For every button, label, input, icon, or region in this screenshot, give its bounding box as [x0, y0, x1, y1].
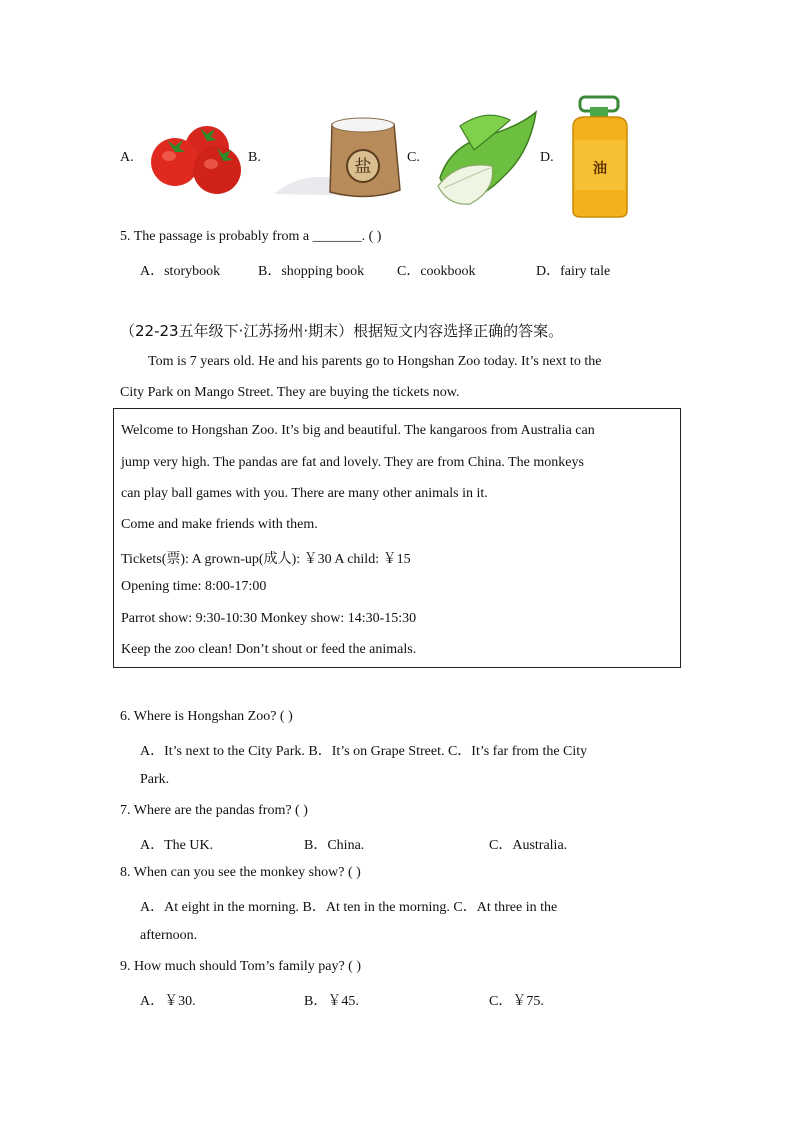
notice-line: jump very high. The pandas are fat and lovely. They are from China. The monkeys: [121, 455, 584, 470]
cabbage-icon: [430, 106, 542, 210]
q9-option-b: B．￥45.: [304, 994, 359, 1009]
q8-options-cont: afternoon.: [140, 928, 198, 943]
q6-options-cont: Park.: [140, 772, 170, 787]
sack-text: 盐: [354, 157, 372, 177]
notice-rules: Keep the zoo clean! Don’t shout or feed the animals.: [121, 642, 417, 657]
q7-option-b: B．China.: [304, 838, 365, 853]
q8-question: 8. When can you see the monkey show? ( ): [120, 865, 361, 880]
notice-line: Welcome to Hongshan Zoo. It’s big and beautiful. The kangaroos from Australia can: [121, 423, 595, 438]
notice-shows: Parrot show: 9:30-10:30 Monkey show: 14:30-15:30: [121, 611, 417, 626]
q7-option-c: C．Australia.: [489, 838, 568, 853]
q7-question: 7. Where are the pandas from? ( ): [120, 803, 308, 818]
notice-tickets: Tickets(票): A grown-up(成人): ￥30 A child: ￥15: [121, 552, 411, 567]
intro-line-2: City Park on Mango Street. They are buying the tickets now.: [120, 385, 460, 400]
q6-question: 6. Where is Hongshan Zoo? ( ): [120, 709, 293, 724]
q9-question: 9. How much should Tom’s family pay? ( ): [120, 959, 362, 974]
q5-option-b: B．shopping book: [258, 264, 365, 279]
section-heading: （22-23五年级下·江苏扬州·期末）根据短文内容选择正确的答案。: [120, 322, 564, 340]
option-letter-d: D.: [540, 150, 554, 165]
option-letter-c: C.: [407, 150, 420, 165]
q8-options: A．At eight in the morning. B．At ten in the morning. C．At three in the: [140, 900, 558, 915]
q5-option-d: D．fairy tale: [536, 264, 611, 279]
q5-option-c: C．cookbook: [397, 264, 476, 279]
intro-line-1: Tom is 7 years old. He and his parents go to Hongshan Zoo today. It’s next to the: [148, 354, 602, 369]
q9-option-a: A．￥30.: [140, 994, 196, 1009]
option-letter-a: A.: [120, 150, 134, 165]
notice-line: Come and make friends with them.: [121, 517, 318, 532]
notice-line: can play ball games with you. There are many other animals in it.: [121, 486, 488, 501]
q5-question: 5. The passage is probably from a _______. ( ): [120, 229, 382, 244]
oil-bottle-icon: [565, 95, 635, 220]
q5-option-a: A．storybook: [140, 264, 221, 279]
q9-option-c: C．￥75.: [489, 994, 544, 1009]
option-letter-b: B.: [248, 150, 261, 165]
q6-options: A．It’s next to the City Park. B．It’s on Grape Street. C．It’s far from the City: [140, 744, 588, 759]
tomatoes-icon: [145, 118, 250, 198]
zoo-notice-box: [113, 408, 681, 668]
q7-option-a: A．The UK.: [140, 838, 214, 853]
notice-opening-time: Opening time: 8:00-17:00: [121, 579, 267, 594]
salt-sack-icon: [272, 110, 407, 202]
bottle-text: 油: [593, 161, 607, 177]
